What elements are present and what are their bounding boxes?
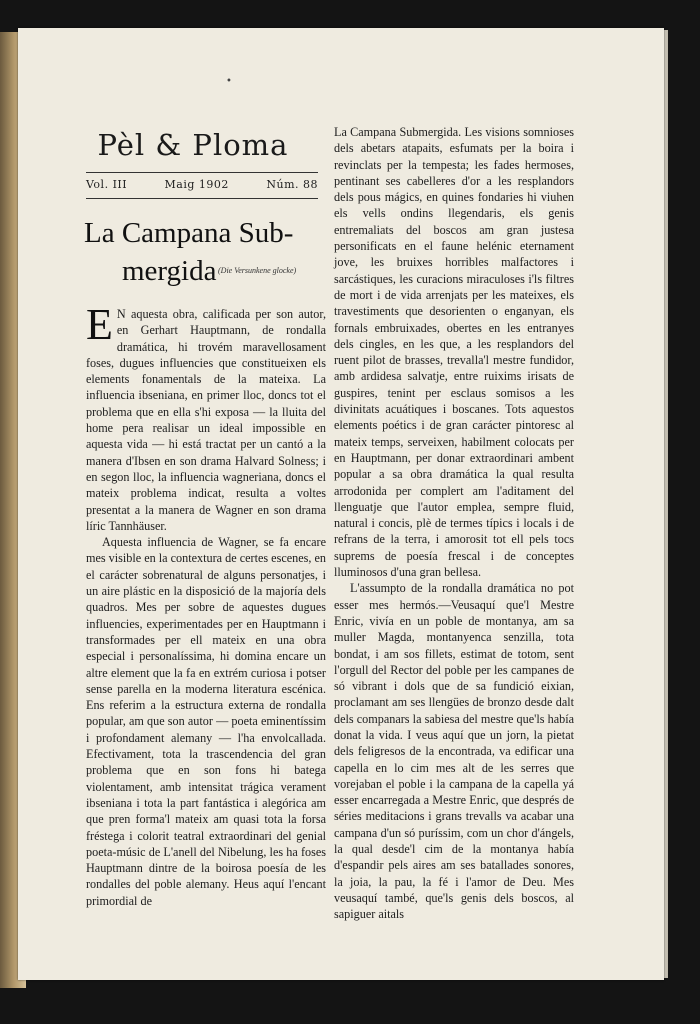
right-paragraph-2: L'assumpto de la rondalla dramática no pot esser mes hermós.—Veusaquí que'l Mestre Enric, vivía en un poble de montanya, am sa muller Magda, montanyenca senzilla, tota bondat, i am sos fillets, estimat de totom, sent l'orgull del Rector del poble per les campanes de só vibrant i dols que de sa fundició eixian, proclamant am ses llengües de bronzo desde dalt dels companars la sabiesa del mestre que'ls había donat la vida. I veus aquí que un jorn, la pietat dels feligresos de la encontrada, va edificar una capella en lo cim mes alt de les serres que vorejaban el poble i la campana de la capella yá esser encarregada a Mestre Enric, que després de séries meditacions i grans trevalls va acabar una campana d'un só puríssim, com un chor d'ángels, la qual desde'l cim de la montanya había d'espandir pels aires am ses batallades sonores, la joia, la pau, la fé i l'amor de Deu. Mes veusaquí també, que'ls genis dels boscos, al sapiguer aitals xyxy=(334,581,574,922)
article-title-line1: La Campana Sub- xyxy=(84,217,294,249)
right-paragraph-1: La Campana Submergida. Les visions somnioses dels abetars atapaits, esfumats per la boira i revinclats per la tempesta; les fades hermoses, pentinant ses cabelleres d'or a les resplandors dels pous mágics, en quines fondaries hi viuhen els vells ondins llegendaris, els genis entremaliats del boscos am gran justesa personificats en el faune helénic eternament jove, les bruixes horribles malfactores i sarcástiques, les curacions miraculoses i'ls filtres de mort i de vida arrenjats per les mateixes, els travestiments que desorienten o enganyan, els fornals embruixades, obertes en les entranyes dels cingles, en les que, a les resplandors del ruent pilot de brasses, trevalla'l mestre fundidor, amb ardidesa salvatje, entre ruixims irisats de guspires, tenint per esclaus somisos a les divinitats acuátiques i boscanes. Tots aquestos elements poétics i de gran carácter pintoresc al mateix temps, serveixen, habilment colocats per en Hauptmann, per donar extraordinari ambent popular a sa obra dramática la qual resulta arrodonida per complert am l'aditament del llenguatje que l'autor emplea, sempre fluid, natural i concis, plè de termes típics i locals i de refrans de la terra, i amorosit tot ell pels tocs suprems de poesía frescal i de conceptes lluminosos d'una gran bellesa. xyxy=(334,125,574,580)
masthead-rule-top xyxy=(86,172,318,173)
left-paragraph-2: Aquesta influencia de Wagner, se fa encare mes visible en la contextura de certes escenes, en el carácter sobrenatural de alguns personatjes, i un aire plástic en la disposició de la majoría dels quadros. Mes per sobre de aquestes dugues influencies, experimentades per en Hauptmann i transformades per ell mateix en una obra especial i personalíssima, hi domina encare un altre element que la fa en extrém curiosa i potser sense parella en la moderna literatura escénica. Ens referim a la estructura externa de rondalla popular, am que son autor — poeta eminentíssim i profondament alemany — l'ha envolcallada. Efectivament, tota la trascendencia del gran problema que en son fons hi batega violentament, amb intensitat trágica verament ibseniana i tota la part fantástica i alegórica am que pren forma'l mateix am quasi tota la forsa fréstega i colorit teatral extraordinari del genial poeta-músic de L'anell del Nibelung, les ha foses Hauptmann dintre de la boirosa poesía de les rondalles del poble alemany. Heus aquí l'encant primordial de xyxy=(86,535,326,908)
left-column xyxy=(86,300,326,909)
masthead-title: Pèl & Ploma xyxy=(97,128,289,162)
article-title xyxy=(84,214,324,290)
page-mark: • xyxy=(226,76,232,87)
left-paragraph-1-text: N aquesta obra, calificada per son autor, en Gerhart Hauptmann, de rondalla dramática, hi trovém maravellosament foses, dugues influencies que constitueixen els elements fonamentals de la mateixa. La influencia ibseniana, en primer lloc, doncs tot el problema que en ella s'hi exposa — la lluita del home pera realisar un ideal impossible en aquesta vida — hi está tractat per un cantó a la manera d'Ibsen en son drama Halvard Solness; i en segon lloc, la influencia wagneriana, doncs el mateix problema indicat, resulta a voltes presentat a la manera de Wagner en son drama líric Tannhäuser. xyxy=(86,307,326,533)
date-label: Maig 1902 xyxy=(164,178,229,191)
left-paragraph-1 xyxy=(86,300,326,534)
right-column xyxy=(334,124,574,923)
masthead-rule-bottom xyxy=(86,198,318,199)
article-title-line2: mergida xyxy=(122,255,217,287)
number-label: Núm. 88 xyxy=(266,178,318,191)
volume-label: Vol. III xyxy=(86,178,128,191)
drop-cap: E xyxy=(86,300,113,349)
issue-line xyxy=(86,178,318,191)
article-subtitle-note: (Die Versunkene glocke) xyxy=(218,266,297,275)
